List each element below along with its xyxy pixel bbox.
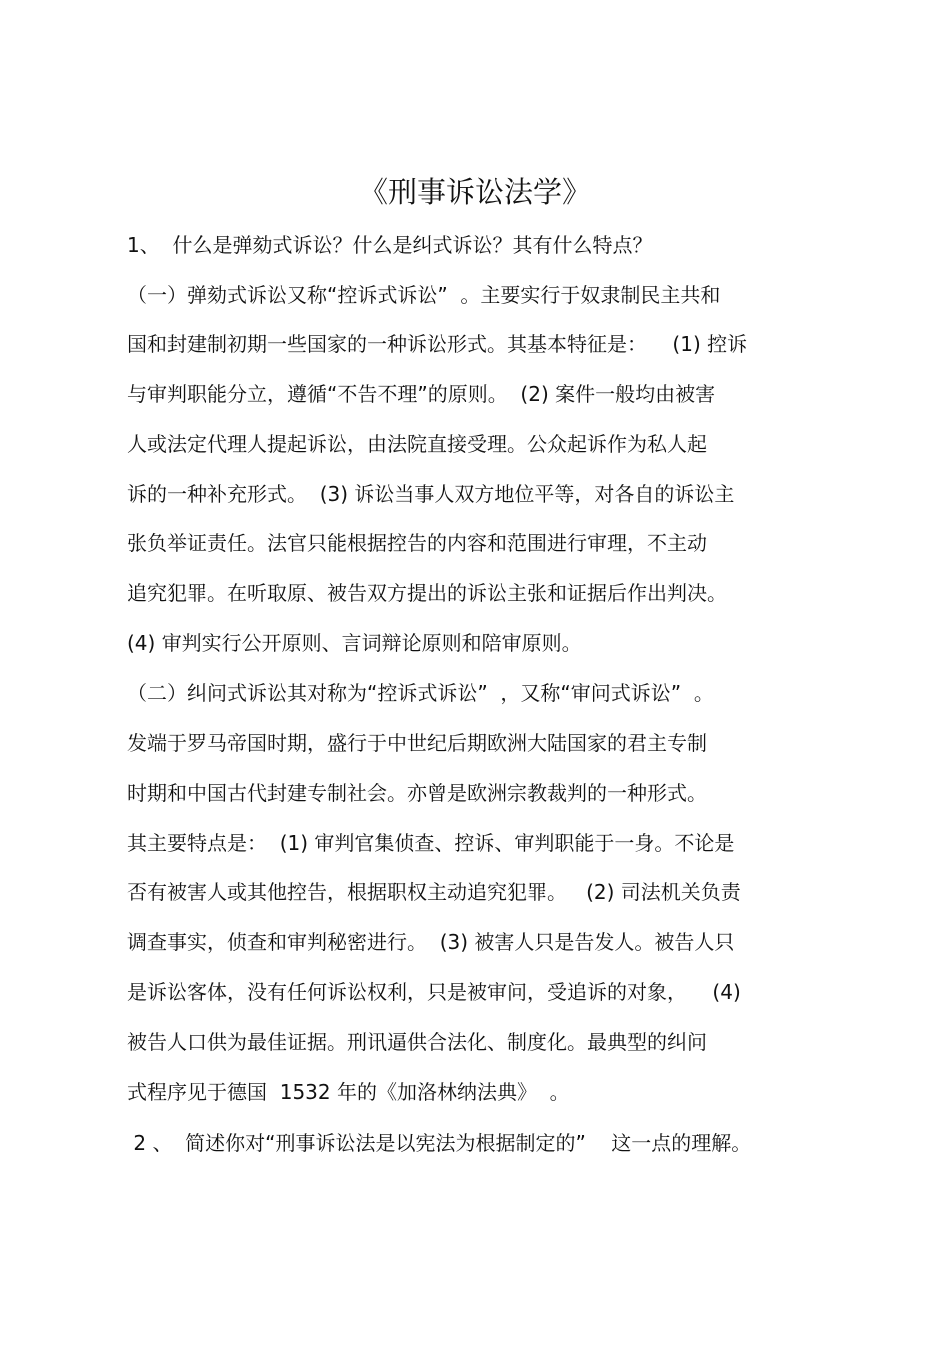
paragraph-line: 被告人口供为最佳证据。刑讯逼供合法化、制度化。最典型的纠问	[127, 1030, 707, 1054]
paragraph-line: (4) 审判实行公开原则、言词辩论原则和陪审原则。	[127, 631, 582, 655]
paragraph-line: 调查事实，侦查和审判秘密进行。 (3) 被害人只是告发人。被告人只	[127, 930, 735, 954]
paragraph-line: 诉的一种补充形式。 (3) 诉讼当事人双方地位平等，对各自的诉讼主	[127, 482, 735, 506]
document-title: 《刑事诉讼法学》	[358, 175, 591, 209]
paragraph-line: 式程序见于德国 1532 年的《加洛林纳法典》 。	[127, 1080, 570, 1104]
question-2-heading: 2 、 简述你对“刑事诉讼法是以宪法为根据制定的” 这一点的理解。	[127, 1131, 752, 1155]
question-1-heading: 1、 什么是弹劾式诉讼？什么是纠式诉讼？其有什么特点？	[127, 233, 653, 257]
paragraph-line: 时期和中国古代封建专制社会。亦曾是欧洲宗教裁判的一种形式。	[127, 781, 707, 805]
paragraph-line: 与审判职能分立，遵循“不告不理”的原则。 (2) 案件一般均由被害	[127, 382, 716, 406]
paragraph-line: （二）纠问式诉讼其对称为“控诉式诉讼” ，又称“审问式诉讼” 。	[127, 681, 714, 705]
paragraph-line: 否有被害人或其他控告，根据职权主动追究犯罪。 (2) 司法机关负责	[127, 880, 741, 904]
paragraph-line: （一）弹劾式诉讼又称“控诉式诉讼” 。主要实行于奴隶制民主共和	[127, 283, 721, 307]
paragraph-line: 张负举证责任。法官只能根据控告的内容和范围进行审理，不主动	[127, 531, 707, 555]
paragraph-line: 是诉讼客体，没有任何诉讼权利，只是被审问，受追诉的对象， (4)	[127, 980, 741, 1004]
paragraph-line: 其主要特点是： (1) 审判官集侦查、控诉、审判职能于一身。不论是	[127, 831, 735, 855]
paragraph-line: 人或法定代理人提起诉讼，由法院直接受理。公众起诉作为私人起	[127, 432, 707, 456]
paragraph-line: 国和封建制初期一些国家的一种诉讼形式。其基本特征是： (1) 控诉	[127, 332, 748, 356]
paragraph-line: 追究犯罪。在听取原、被告双方提出的诉讼主张和证据后作出判决。	[127, 581, 727, 605]
paragraph-line: 发端于罗马帝国时期，盛行于中世纪后期欧洲大陆国家的君主专制	[127, 731, 707, 755]
